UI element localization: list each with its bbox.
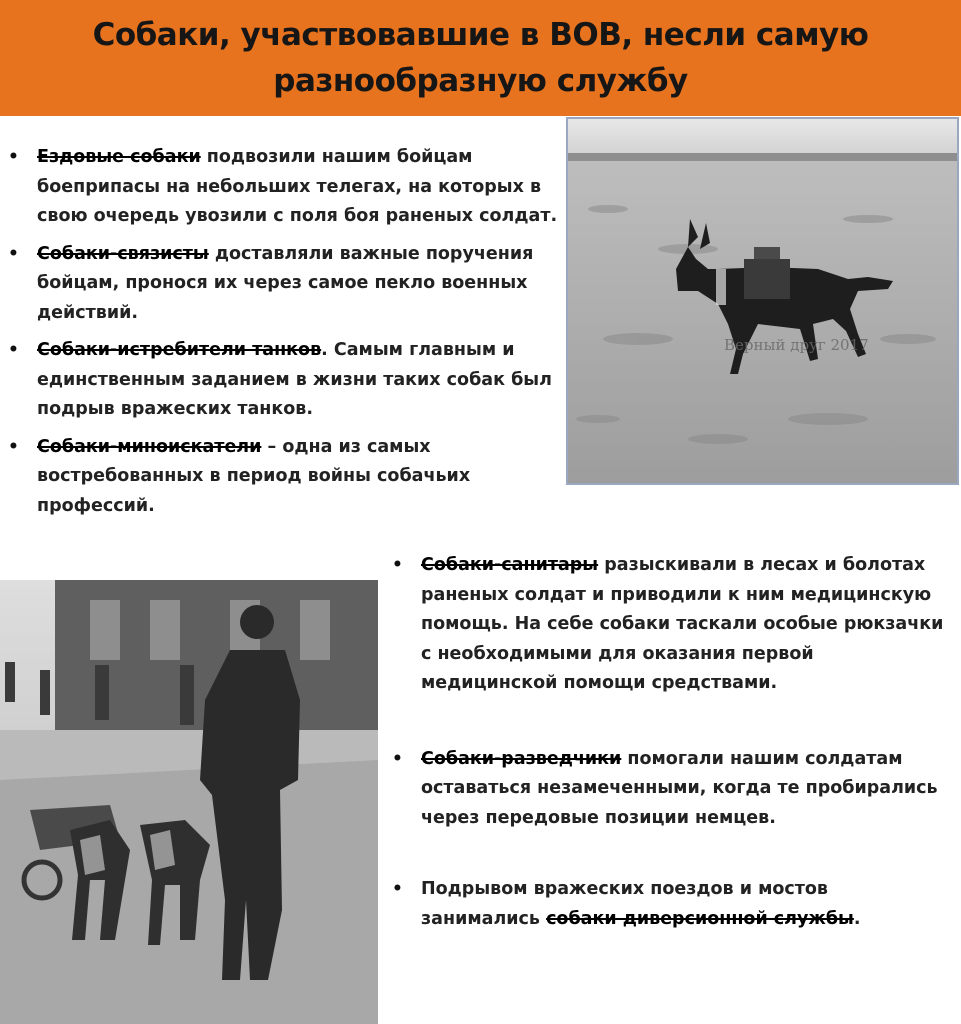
bullet-text: помогали нашим солдатам оставаться незамеченными, когда те пробирались через передовые позиции немцев. [421,748,938,828]
list-item [0,240,560,329]
bullet-text: разыскивали в лесах и болотах раненых солдат и приводили к ним медицинскую помощь. На себе собаки таскали особые рюкзачки с необходимыми для оказания первой медицинской помощи средствами. [421,555,944,693]
bullet-text: – одна из самых востребованных в период войны собачьих профессий. [37,436,471,516]
list-item [0,433,560,522]
title-line-1: Собаки, участвовавшие в ВОВ, несли самую [92,17,869,53]
list-item [384,875,949,934]
photo-watermark: Верный друг 2017 [724,336,869,354]
list-item [384,551,949,699]
title-banner [0,0,961,116]
bullet-text: . Самым главным и единственным заданием в жизни таких собак был подрыв вражеских танков. [37,340,552,419]
list-item [384,745,949,834]
list-item [0,143,560,232]
dog-with-pack-photo [566,117,959,485]
bullet-text: Подрывом вражеских поездов и мостов занимались [421,879,829,929]
bullet-text: . [853,908,861,929]
bullet-text: доставляли важные поручения бойцам, пронося их через самое пекло военных действий. [37,243,534,323]
bullet-term: Собаки-связисты [37,243,209,264]
top-bullet-list [0,143,560,529]
bullet-term: Собаки-санитары [421,555,599,575]
bottom-bullet-list [384,551,949,934]
page-title [23,12,939,104]
title-line-2: разнообразную службу [273,63,688,99]
bullet-text: подвозили нашим бойцам боеприпасы на небольших телегах, на которых в свою очередь увозили с поля боя раненых солдат. [37,147,558,226]
soldier-with-sled-dogs-photo [0,580,378,1024]
bullet-term: Собаки-разведчики [421,748,622,769]
bullet-term: Собаки-истребители танков [37,340,322,360]
bullet-term: Ездовые собаки [37,147,201,167]
bullet-term: Собаки-миноискатели [37,436,262,457]
bullet-term: собаки диверсионной службы [546,908,854,929]
list-item [0,336,560,425]
